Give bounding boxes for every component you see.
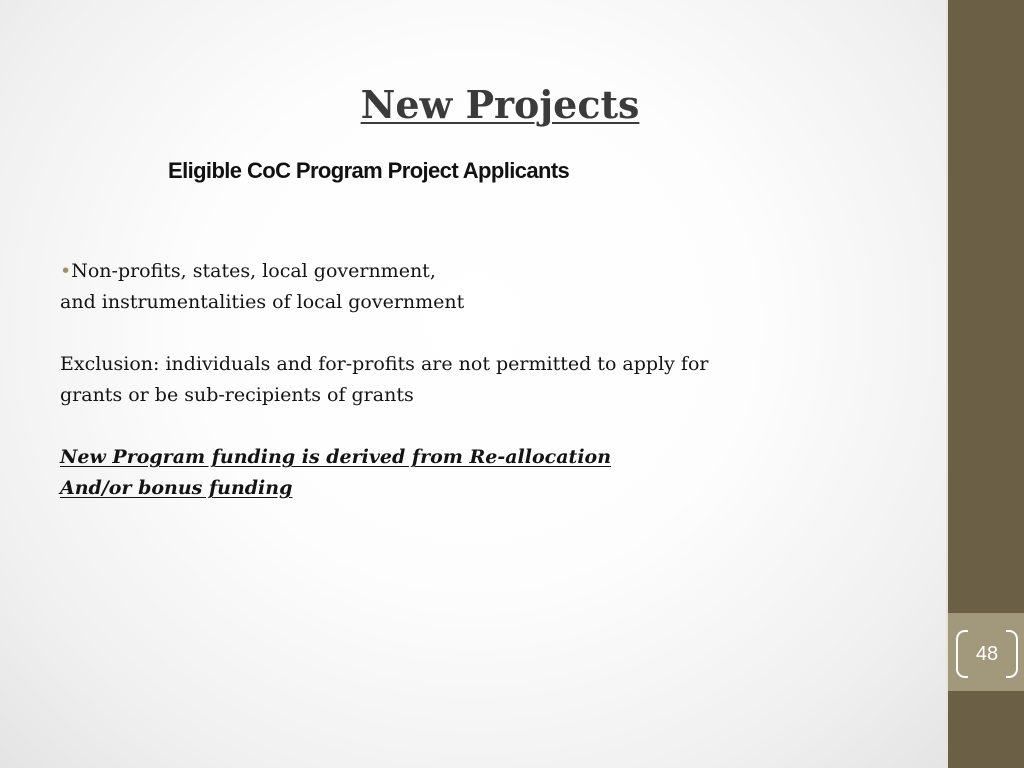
spacer bbox=[60, 411, 920, 442]
page-number-frame bbox=[956, 630, 1018, 678]
page-number: 48 bbox=[975, 643, 999, 665]
bullet-line-2: and instrumentalities of local government bbox=[60, 291, 465, 313]
bullet-line-1 bbox=[60, 256, 920, 287]
funding-line-2 bbox=[60, 473, 920, 504]
funding-line-1 bbox=[60, 442, 920, 473]
spacer bbox=[60, 318, 920, 349]
exclusion-line-1: Exclusion: individuals and for-profits are not permitted to apply for bbox=[60, 353, 709, 375]
bullet-marker: • bbox=[60, 260, 72, 282]
slide-title: New Projects bbox=[360, 82, 640, 127]
slide-subtitle: Eligible CoC Program Project Applicants bbox=[168, 158, 570, 183]
exclusion-line-2: grants or be sub-recipients of grants bbox=[60, 384, 414, 406]
bullet-text-1: Non-profits, states, local government, bbox=[71, 260, 436, 282]
funding-text-2: And/or bonus funding bbox=[60, 477, 293, 499]
funding-text-1: New Program funding is derived from Re-allocation bbox=[60, 446, 612, 468]
slide-body bbox=[60, 256, 920, 504]
